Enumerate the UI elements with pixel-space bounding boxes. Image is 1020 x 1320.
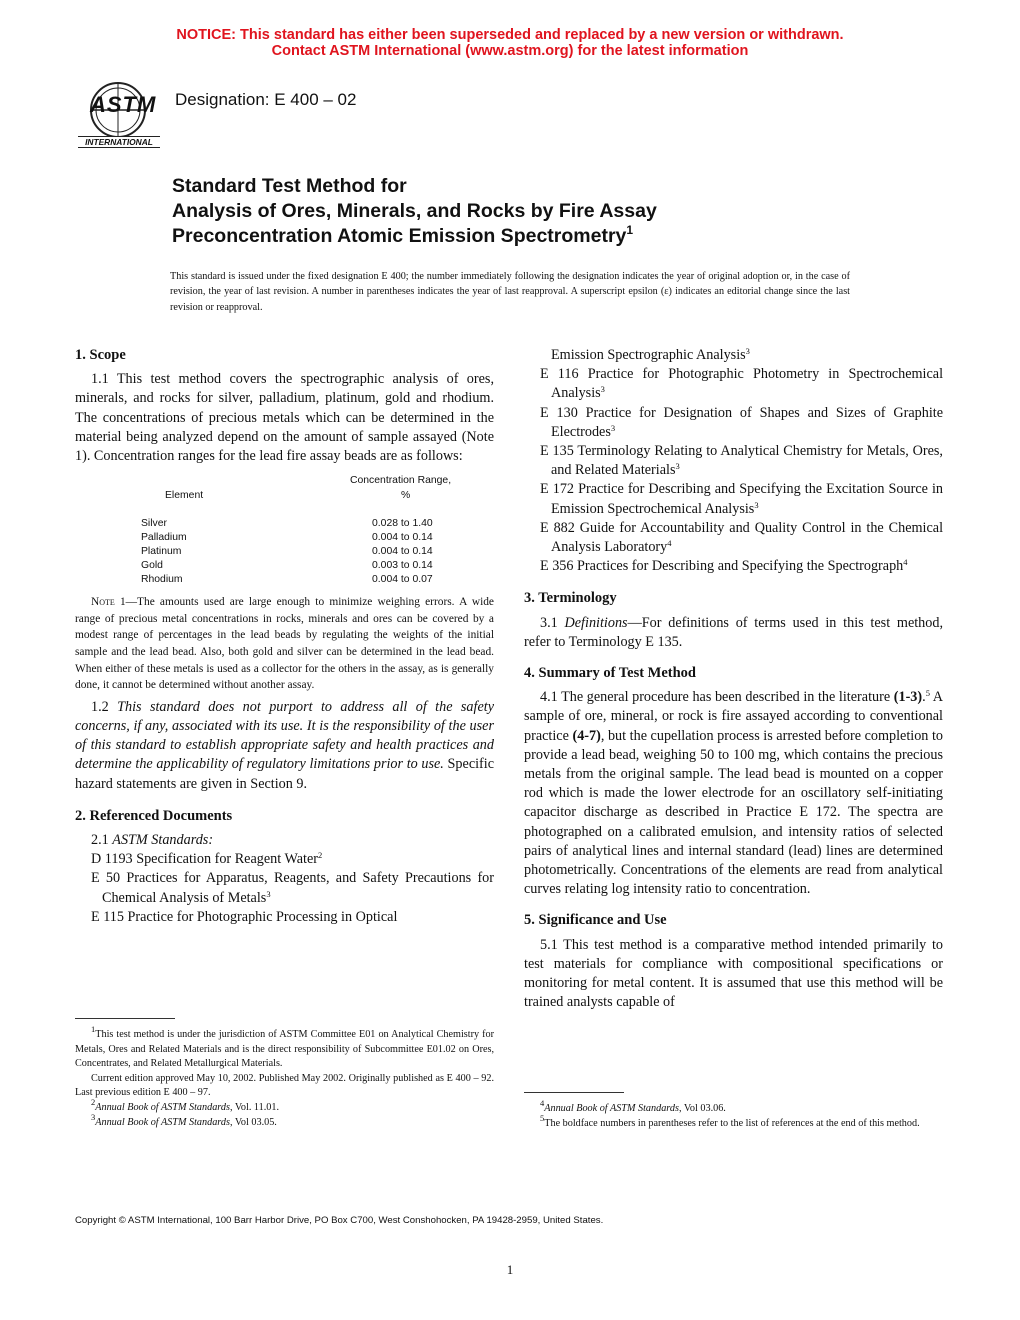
section-3-heading: 3. Terminology — [524, 590, 617, 607]
scope-paragraph-1: 1.1 This test method covers the spectrographic analysis of ores, minerals, and rocks for silver, palladium, platinum, gold and rhodium. The concentrations of precious metals which can be determined in the material being analyzed depend on the amount of sample assayed (Note 1). Concentration ranges for the lead fire assay beads are as follows: — [75, 371, 494, 465]
reference-item: E 116 Practice for Photographic Photometry in Spectrochemical Analysis$^3$ — [540, 366, 944, 402]
table-cell: Platinum — [141, 546, 182, 558]
footnote-4: $^4$Annual Book of ASTM Standards, Vol 03.06. — [540, 1098, 726, 1114]
footnote-2: $^2$Annual Book of ASTM Standards, Vol. 11.01. — [91, 1096, 280, 1113]
right-column — [524, 346, 943, 1013]
table-cell: Palladium — [141, 532, 187, 544]
section-4-heading: 4. Summary of Test Method — [524, 665, 696, 682]
reference-item: E 130 Practice for Designation of Shapes and Sizes of Graphite Electrodes$^3$ — [540, 404, 944, 440]
reference-item: E 356 Practices for Describing and Specifying the Spectrograph$^4$ — [540, 557, 908, 575]
copyright: Copyright © ASTM International, 100 Barr Harbor Drive, PO Box C700, West Conshohocken, PA 19428-2959, United States. — [75, 1215, 604, 1226]
table-cell: 0.004 to 0.07 — [372, 574, 433, 586]
section-5-heading: 5. Significance and Use — [524, 912, 667, 929]
table-cell: 0.004 to 0.14 — [372, 546, 433, 558]
footnote-1: $^1$This test method is under the jurisdiction of ASTM Committee E01 on Analytical Chemistry for Metals, Ores and Related Materials and is the direct responsibility of Subcommittee E01.02 on Ores, Concentrates, and Related Metallurgical Materials. — [75, 1024, 494, 1070]
table-cell: 0.028 to 1.40 — [372, 518, 433, 530]
significance-paragraph: 5.1 This test method is a comparative method intended primarily to test materials for compliance with compositional specifications or monitoring for metal content. It is assumed that use this method will be trained analysts capable of — [524, 936, 943, 1011]
table-header-range-2: % — [401, 490, 411, 502]
table-cell: Gold — [141, 560, 163, 572]
footnote-1b: Current edition approved May 10, 2002. Published May 2002. Originally published as E 400 – 92. Last previous edition E 400 – 97. — [75, 1072, 494, 1099]
reference-item: E 172 Practice for Describing and Specifying the Excitation Source in Emission Spectrochemical Analysis$^3$ — [540, 481, 944, 517]
reference-item: E 50 Practices for Apparatus, Reagents, and Safety Precautions for Chemical Analysis of Metals$^3$ — [91, 870, 495, 906]
title-line-1: Standard Test Method for — [172, 175, 407, 197]
scope-paragraph-2: 1.2 This standard does not purport to address all of the safety concerns, if any, associated with its use. It is the responsibility of the user of this standard to establish appropriate safety and health practices and determine the applicability of regulatory limitations prior to use. Specific hazard statements are given in Section 9. — [75, 698, 495, 792]
footnotes-right — [524, 1098, 943, 1131]
designation: Designation: E 400 – 02 — [175, 90, 357, 109]
reference-item: E 882 Guide for Accountability and Quality Control in the Chemical Analysis Laboratory$^4$ — [540, 519, 944, 556]
astm-logo — [76, 78, 160, 150]
footnote-rule-left — [75, 1018, 175, 1019]
astm-standards-label: 2.1 ASTM Standards: — [91, 832, 214, 848]
logo-letters: ASTM — [90, 92, 157, 117]
table-header-element: Element — [165, 490, 204, 502]
table-cell: 0.004 to 0.14 — [372, 532, 433, 544]
table-cell: 0.003 to 0.14 — [372, 560, 433, 572]
title-line-2: Analysis of Ores, Minerals, and Rocks by Fire Assay — [172, 200, 657, 222]
note-1: Note 1—The amounts used are large enough to minimize weighing errors. A wide range of precious metal concentrations in rocks, minerals and ores can be covered by a modest range of percentages in the lead beads by regulating the weights of the initial sample and the lead bead. Also, both gold and silver can be determined in the lead bead. When either of these metals is used as a collector for the others in the assay, as is generally done, it cannot be determined without another assay. — [75, 596, 494, 692]
notice-line-1: NOTICE: This standard has either been superseded and replaced by a new version or withdrawn. — [176, 27, 844, 43]
left-column — [75, 346, 494, 927]
terminology-paragraph: 3.1 Definitions—For definitions of terms used in this test method, refer to Terminology E 135. — [524, 614, 944, 650]
footnote-rule-right — [524, 1092, 624, 1093]
footnotes-left — [75, 1024, 494, 1130]
page-number: 1 — [506, 1262, 514, 1277]
reference-item: D 1193 Specification for Reagent Water$^2$ — [91, 850, 323, 868]
notice-line-2: Contact ASTM International (www.astm.org) for the latest information — [271, 43, 749, 59]
section-1-heading: 1. Scope — [75, 347, 126, 363]
section-2-heading: 2. Referenced Documents — [75, 807, 233, 824]
table-cell: Silver — [141, 518, 167, 530]
intro-paragraph: This standard is issued under the fixed designation E 400; the number immediately following the designation indicates the year of original adoption or, in the case of revision, the year of last revision. A number in parentheses indicates the year of last reapproval. A superscript epsilon (ε) indicates an editorial change since the last revision or reapproval. — [170, 271, 850, 313]
reference-item-continued: Emission Spectrographic Analysis$^3$ — [551, 346, 750, 363]
logo-caption: INTERNATIONAL — [78, 136, 160, 148]
table-header-range-1: Concentration Range, — [350, 475, 452, 487]
summary-paragraph: 4.1 The general procedure has been described in the literature (1-3).$^5$ A sample of ore, mineral, or rock is fire assayed according to conventional practice (4-7), but the cupellation process is arrested before completion to provide a lead bead, weighing 50 to 100 mg, which contains the precious metals from the original sample. The lead bead is mounted on a copper rod which is made the lower electrode for an oscillatory self-initiating capacitor discharge as described in Practice E 172. The spectra are photographed on a calibrated emulsion, and intensity ratios of selected pairs of analytical lines and internal standard (lead) lines are determined photometrically. Concentrations of the elements are read from analytical curves relating log intensity ratio to concentration. — [524, 688, 944, 898]
footnote-5: $^5$The boldface numbers in parentheses refer to the list of references at the end of this method. — [540, 1112, 920, 1129]
concentration-table — [75, 466, 494, 584]
table-cell: Rhodium — [141, 574, 183, 586]
reference-item: E 135 Terminology Relating to Analytical Chemistry for Metals, Ores, and Related Materials$^3$ — [540, 443, 943, 479]
footnote-3: $^3$Annual Book of ASTM Standards, Vol 03.05. — [91, 1111, 277, 1128]
reference-item-partial: E 115 Practice for Photographic Processing in Optical — [91, 908, 398, 925]
title-line-3: Preconcentration Atomic Emission Spectrometry$^1$ — [172, 223, 634, 247]
